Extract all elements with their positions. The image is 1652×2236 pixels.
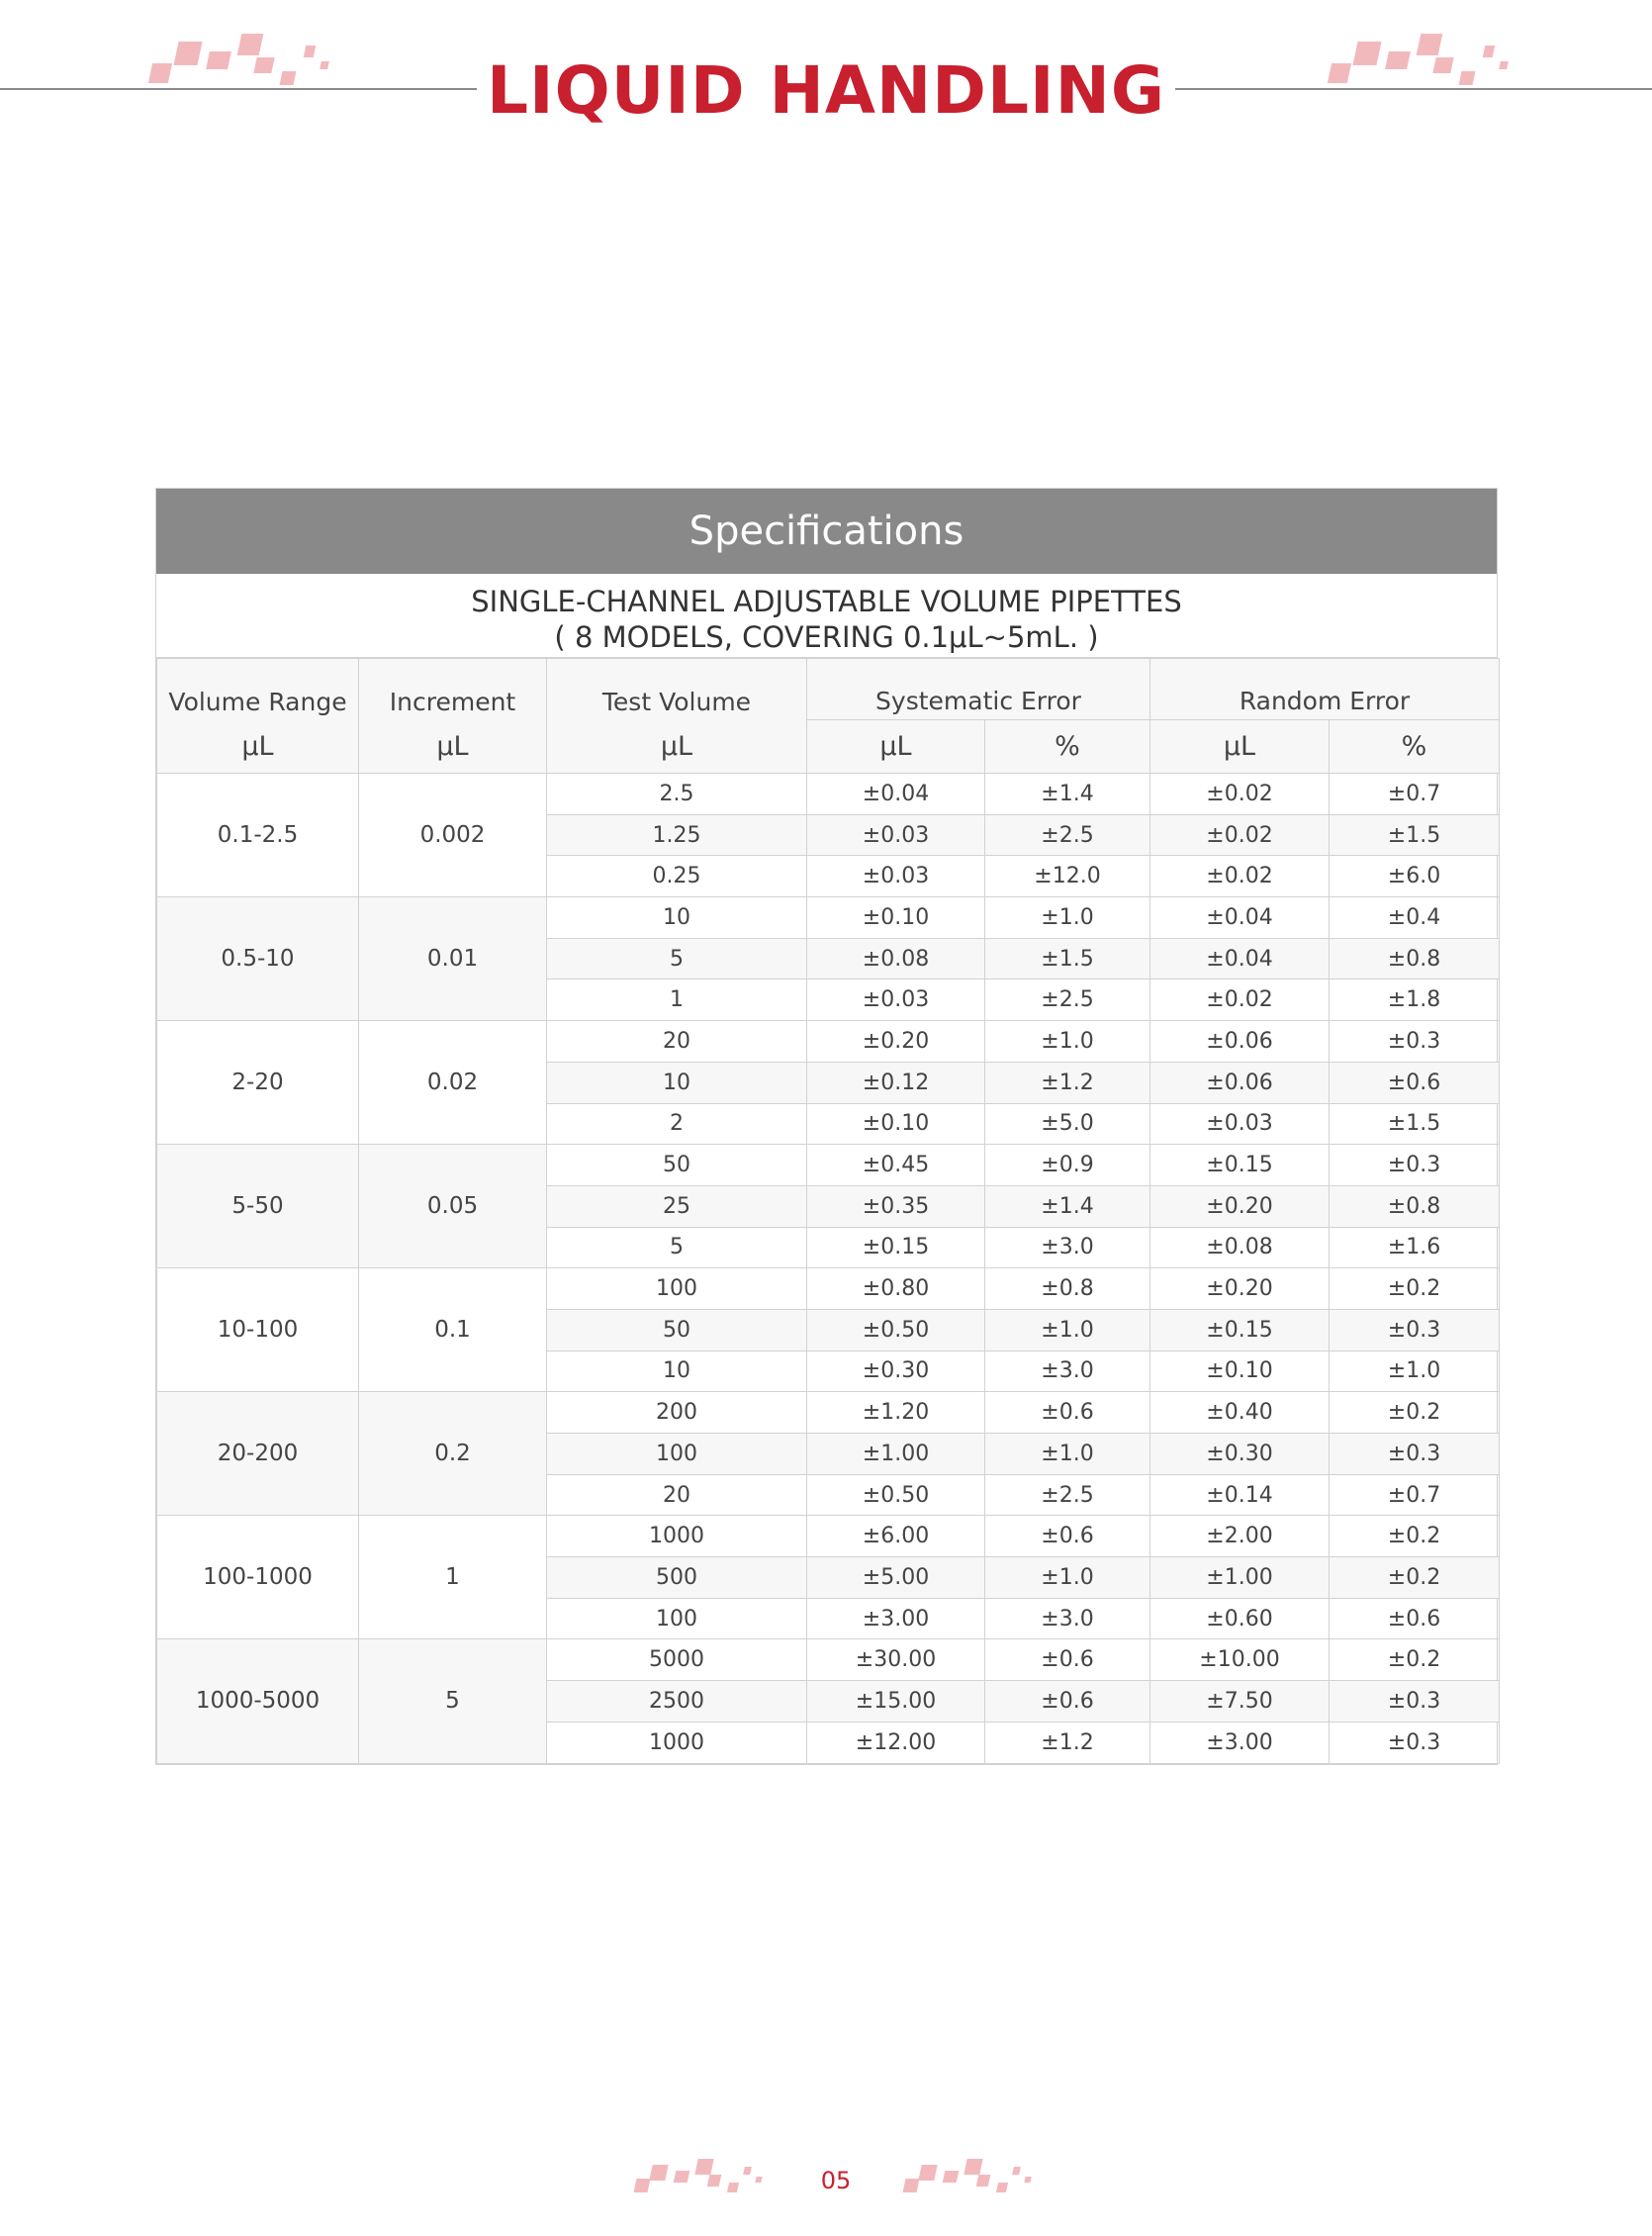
test-volume-cell: 50 bbox=[547, 1145, 807, 1186]
systematic-ul-cell: ±0.30 bbox=[807, 1351, 985, 1392]
decor-squares-bottom-right bbox=[902, 2157, 1041, 2196]
test-volume-cell: 20 bbox=[547, 1021, 807, 1063]
random-ul-cell: ±0.02 bbox=[1150, 814, 1330, 856]
volume-range-cell: 100-1000 bbox=[157, 1516, 359, 1639]
increment-cell: 1 bbox=[359, 1516, 547, 1639]
random-pct-cell: ±1.5 bbox=[1330, 814, 1500, 856]
systematic-pct-cell: ±1.5 bbox=[985, 938, 1150, 979]
random-pct-cell: ±0.2 bbox=[1330, 1639, 1500, 1681]
page-number: 05 bbox=[820, 2167, 852, 2194]
subtitle-line-2: ( 8 MODELS, COVERING 0.1μL~5mL. ) bbox=[554, 620, 1099, 654]
systematic-pct-cell: ±0.8 bbox=[985, 1268, 1150, 1310]
random-ul-cell: ±2.00 bbox=[1150, 1516, 1330, 1557]
random-ul-cell: ±0.08 bbox=[1150, 1227, 1330, 1268]
spec-rows bbox=[157, 774, 1500, 1764]
random-pct-cell: ±0.2 bbox=[1330, 1268, 1500, 1310]
test-volume-cell: 1 bbox=[547, 979, 807, 1021]
random-ul-cell: ±1.00 bbox=[1150, 1557, 1330, 1599]
volume-range-cell: 0.5-10 bbox=[157, 897, 359, 1021]
col-header-random-error: Random Error bbox=[1150, 659, 1500, 720]
systematic-pct-cell: ±3.0 bbox=[985, 1351, 1150, 1392]
unit-increment: μL bbox=[359, 720, 547, 774]
systematic-pct-cell: ±1.4 bbox=[985, 1185, 1150, 1227]
test-volume-cell: 50 bbox=[547, 1309, 807, 1351]
systematic-ul-cell: ±0.10 bbox=[807, 1103, 985, 1145]
test-volume-cell: 200 bbox=[547, 1392, 807, 1434]
random-pct-cell: ±1.6 bbox=[1330, 1227, 1500, 1268]
random-pct-cell: ±0.6 bbox=[1330, 1062, 1500, 1103]
volume-range-cell: 0.1-2.5 bbox=[157, 774, 359, 897]
test-volume-cell: 25 bbox=[547, 1185, 807, 1227]
random-pct-cell: ±0.3 bbox=[1330, 1434, 1500, 1475]
col-header-volume-range: Volume Range bbox=[157, 659, 359, 720]
test-volume-cell: 100 bbox=[547, 1268, 807, 1310]
systematic-pct-cell: ±1.0 bbox=[985, 1021, 1150, 1063]
random-ul-cell: ±0.20 bbox=[1150, 1268, 1330, 1310]
systematic-pct-cell: ±1.2 bbox=[985, 1062, 1150, 1103]
volume-range-cell: 20-200 bbox=[157, 1392, 359, 1516]
unit-volume-range: μL bbox=[157, 720, 359, 774]
page-title: LIQUID HANDLING bbox=[487, 52, 1165, 129]
systematic-ul-cell: ±0.03 bbox=[807, 814, 985, 856]
systematic-pct-cell: ±0.6 bbox=[985, 1681, 1150, 1723]
random-ul-cell: ±0.10 bbox=[1150, 1351, 1330, 1392]
systematic-ul-cell: ±0.03 bbox=[807, 979, 985, 1021]
systematic-pct-cell: ±1.0 bbox=[985, 1434, 1150, 1475]
subtitle-line-1: SINGLE-CHANNEL ADJUSTABLE VOLUME PIPETTES bbox=[471, 585, 1182, 618]
increment-cell: 0.01 bbox=[359, 897, 547, 1021]
systematic-ul-cell: ±15.00 bbox=[807, 1681, 985, 1723]
systematic-ul-cell: ±30.00 bbox=[807, 1639, 985, 1681]
systematic-ul-cell: ±1.00 bbox=[807, 1434, 985, 1475]
systematic-pct-cell: ±5.0 bbox=[985, 1103, 1150, 1145]
random-ul-cell: ±0.02 bbox=[1150, 856, 1330, 897]
systematic-ul-cell: ±0.45 bbox=[807, 1145, 985, 1186]
test-volume-cell: 2 bbox=[547, 1103, 807, 1145]
increment-cell: 0.1 bbox=[359, 1268, 547, 1392]
test-volume-cell: 10 bbox=[547, 897, 807, 939]
test-volume-cell: 10 bbox=[547, 1062, 807, 1103]
random-pct-cell: ±0.3 bbox=[1330, 1722, 1500, 1763]
increment-cell: 0.002 bbox=[359, 774, 547, 897]
test-volume-cell: 5 bbox=[547, 1227, 807, 1268]
systematic-ul-cell: ±0.04 bbox=[807, 774, 985, 815]
random-ul-cell: ±0.60 bbox=[1150, 1598, 1330, 1639]
unit-random-pct: % bbox=[1330, 720, 1500, 774]
test-volume-cell: 2.5 bbox=[547, 774, 807, 815]
systematic-pct-cell: ±1.0 bbox=[985, 897, 1150, 939]
random-ul-cell: ±0.02 bbox=[1150, 774, 1330, 815]
test-volume-cell: 2500 bbox=[547, 1681, 807, 1723]
volume-range-cell: 5-50 bbox=[157, 1145, 359, 1268]
unit-systematic-ul: μL bbox=[807, 720, 985, 774]
systematic-pct-cell: ±1.0 bbox=[985, 1309, 1150, 1351]
random-pct-cell: ±0.2 bbox=[1330, 1516, 1500, 1557]
unit-test-volume: μL bbox=[547, 720, 807, 774]
systematic-ul-cell: ±6.00 bbox=[807, 1516, 985, 1557]
specifications-heading: Specifications bbox=[156, 489, 1497, 574]
spec-grid bbox=[156, 658, 1500, 1764]
random-pct-cell: ±0.2 bbox=[1330, 1392, 1500, 1434]
systematic-ul-cell: ±0.10 bbox=[807, 897, 985, 939]
table-row bbox=[157, 774, 1500, 815]
systematic-ul-cell: ±1.20 bbox=[807, 1392, 985, 1434]
random-pct-cell: ±0.3 bbox=[1330, 1021, 1500, 1063]
systematic-ul-cell: ±0.15 bbox=[807, 1227, 985, 1268]
systematic-ul-cell: ±0.12 bbox=[807, 1062, 985, 1103]
table-row bbox=[157, 1639, 1500, 1681]
systematic-pct-cell: ±3.0 bbox=[985, 1227, 1150, 1268]
test-volume-cell: 5 bbox=[547, 938, 807, 979]
table-subtitle bbox=[156, 574, 1497, 658]
random-pct-cell: ±0.7 bbox=[1330, 1474, 1500, 1516]
systematic-pct-cell: ±2.5 bbox=[985, 814, 1150, 856]
systematic-pct-cell: ±1.0 bbox=[985, 1557, 1150, 1599]
systematic-ul-cell: ±3.00 bbox=[807, 1598, 985, 1639]
test-volume-cell: 100 bbox=[547, 1598, 807, 1639]
systematic-ul-cell: ±0.50 bbox=[807, 1309, 985, 1351]
increment-cell: 0.2 bbox=[359, 1392, 547, 1516]
systematic-pct-cell: ±0.9 bbox=[985, 1145, 1150, 1186]
table-row bbox=[157, 1145, 1500, 1186]
increment-cell: 5 bbox=[359, 1639, 547, 1763]
random-ul-cell: ±0.02 bbox=[1150, 979, 1330, 1021]
test-volume-cell: 100 bbox=[547, 1434, 807, 1475]
volume-range-cell: 1000-5000 bbox=[157, 1639, 359, 1763]
random-pct-cell: ±0.3 bbox=[1330, 1681, 1500, 1723]
random-pct-cell: ±0.8 bbox=[1330, 938, 1500, 979]
random-ul-cell: ±0.15 bbox=[1150, 1309, 1330, 1351]
random-ul-cell: ±0.06 bbox=[1150, 1062, 1330, 1103]
random-ul-cell: ±0.03 bbox=[1150, 1103, 1330, 1145]
decor-squares-bottom-left bbox=[633, 2157, 772, 2196]
systematic-pct-cell: ±2.5 bbox=[985, 1474, 1150, 1516]
col-header-increment: Increment bbox=[359, 659, 547, 720]
random-pct-cell: ±1.0 bbox=[1330, 1351, 1500, 1392]
random-pct-cell: ±0.2 bbox=[1330, 1557, 1500, 1599]
volume-range-cell: 2-20 bbox=[157, 1021, 359, 1145]
increment-cell: 0.02 bbox=[359, 1021, 547, 1145]
random-ul-cell: ±0.20 bbox=[1150, 1185, 1330, 1227]
random-pct-cell: ±0.4 bbox=[1330, 897, 1500, 939]
table-row bbox=[157, 897, 1500, 939]
random-ul-cell: ±0.06 bbox=[1150, 1021, 1330, 1063]
systematic-pct-cell: ±2.5 bbox=[985, 979, 1150, 1021]
decor-squares-top-left bbox=[148, 30, 336, 89]
unit-systematic-pct: % bbox=[985, 720, 1150, 774]
random-ul-cell: ±0.04 bbox=[1150, 938, 1330, 979]
test-volume-cell: 20 bbox=[547, 1474, 807, 1516]
test-volume-cell: 1000 bbox=[547, 1722, 807, 1763]
test-volume-cell: 0.25 bbox=[547, 856, 807, 897]
systematic-ul-cell: ±0.50 bbox=[807, 1474, 985, 1516]
random-pct-cell: ±0.3 bbox=[1330, 1309, 1500, 1351]
systematic-ul-cell: ±12.00 bbox=[807, 1722, 985, 1763]
random-pct-cell: ±0.6 bbox=[1330, 1598, 1500, 1639]
systematic-ul-cell: ±0.35 bbox=[807, 1185, 985, 1227]
random-pct-cell: ±6.0 bbox=[1330, 856, 1500, 897]
col-header-systematic-error: Systematic Error bbox=[807, 659, 1150, 720]
random-pct-cell: ±1.5 bbox=[1330, 1103, 1500, 1145]
table-row bbox=[157, 1268, 1500, 1310]
col-header-test-volume: Test Volume bbox=[547, 659, 807, 720]
systematic-ul-cell: ±0.08 bbox=[807, 938, 985, 979]
systematic-pct-cell: ±0.6 bbox=[985, 1516, 1150, 1557]
table-row bbox=[157, 1021, 1500, 1063]
test-volume-cell: 5000 bbox=[547, 1639, 807, 1681]
random-pct-cell: ±1.8 bbox=[1330, 979, 1500, 1021]
random-pct-cell: ±0.8 bbox=[1330, 1185, 1500, 1227]
systematic-pct-cell: ±12.0 bbox=[985, 856, 1150, 897]
systematic-ul-cell: ±0.20 bbox=[807, 1021, 985, 1063]
specifications-table bbox=[155, 488, 1498, 1765]
systematic-pct-cell: ±1.4 bbox=[985, 774, 1150, 815]
random-pct-cell: ±0.7 bbox=[1330, 774, 1500, 815]
random-ul-cell: ±10.00 bbox=[1150, 1639, 1330, 1681]
systematic-pct-cell: ±0.6 bbox=[985, 1639, 1150, 1681]
decor-squares-top-right bbox=[1328, 30, 1515, 89]
random-ul-cell: ±0.30 bbox=[1150, 1434, 1330, 1475]
systematic-ul-cell: ±0.03 bbox=[807, 856, 985, 897]
test-volume-cell: 1.25 bbox=[547, 814, 807, 856]
systematic-pct-cell: ±1.2 bbox=[985, 1722, 1150, 1763]
systematic-ul-cell: ±0.80 bbox=[807, 1268, 985, 1310]
random-ul-cell: ±0.40 bbox=[1150, 1392, 1330, 1434]
random-ul-cell: ±0.14 bbox=[1150, 1474, 1330, 1516]
random-pct-cell: ±0.3 bbox=[1330, 1145, 1500, 1186]
unit-random-ul: μL bbox=[1150, 720, 1330, 774]
increment-cell: 0.05 bbox=[359, 1145, 547, 1268]
systematic-ul-cell: ±5.00 bbox=[807, 1557, 985, 1599]
random-ul-cell: ±0.15 bbox=[1150, 1145, 1330, 1186]
table-row bbox=[157, 1516, 1500, 1557]
random-ul-cell: ±7.50 bbox=[1150, 1681, 1330, 1723]
table-row bbox=[157, 1392, 1500, 1434]
random-ul-cell: ±3.00 bbox=[1150, 1722, 1330, 1763]
volume-range-cell: 10-100 bbox=[157, 1268, 359, 1392]
test-volume-cell: 1000 bbox=[547, 1516, 807, 1557]
random-ul-cell: ±0.04 bbox=[1150, 897, 1330, 939]
systematic-pct-cell: ±3.0 bbox=[985, 1598, 1150, 1639]
test-volume-cell: 10 bbox=[547, 1351, 807, 1392]
test-volume-cell: 500 bbox=[547, 1557, 807, 1599]
systematic-pct-cell: ±0.6 bbox=[985, 1392, 1150, 1434]
